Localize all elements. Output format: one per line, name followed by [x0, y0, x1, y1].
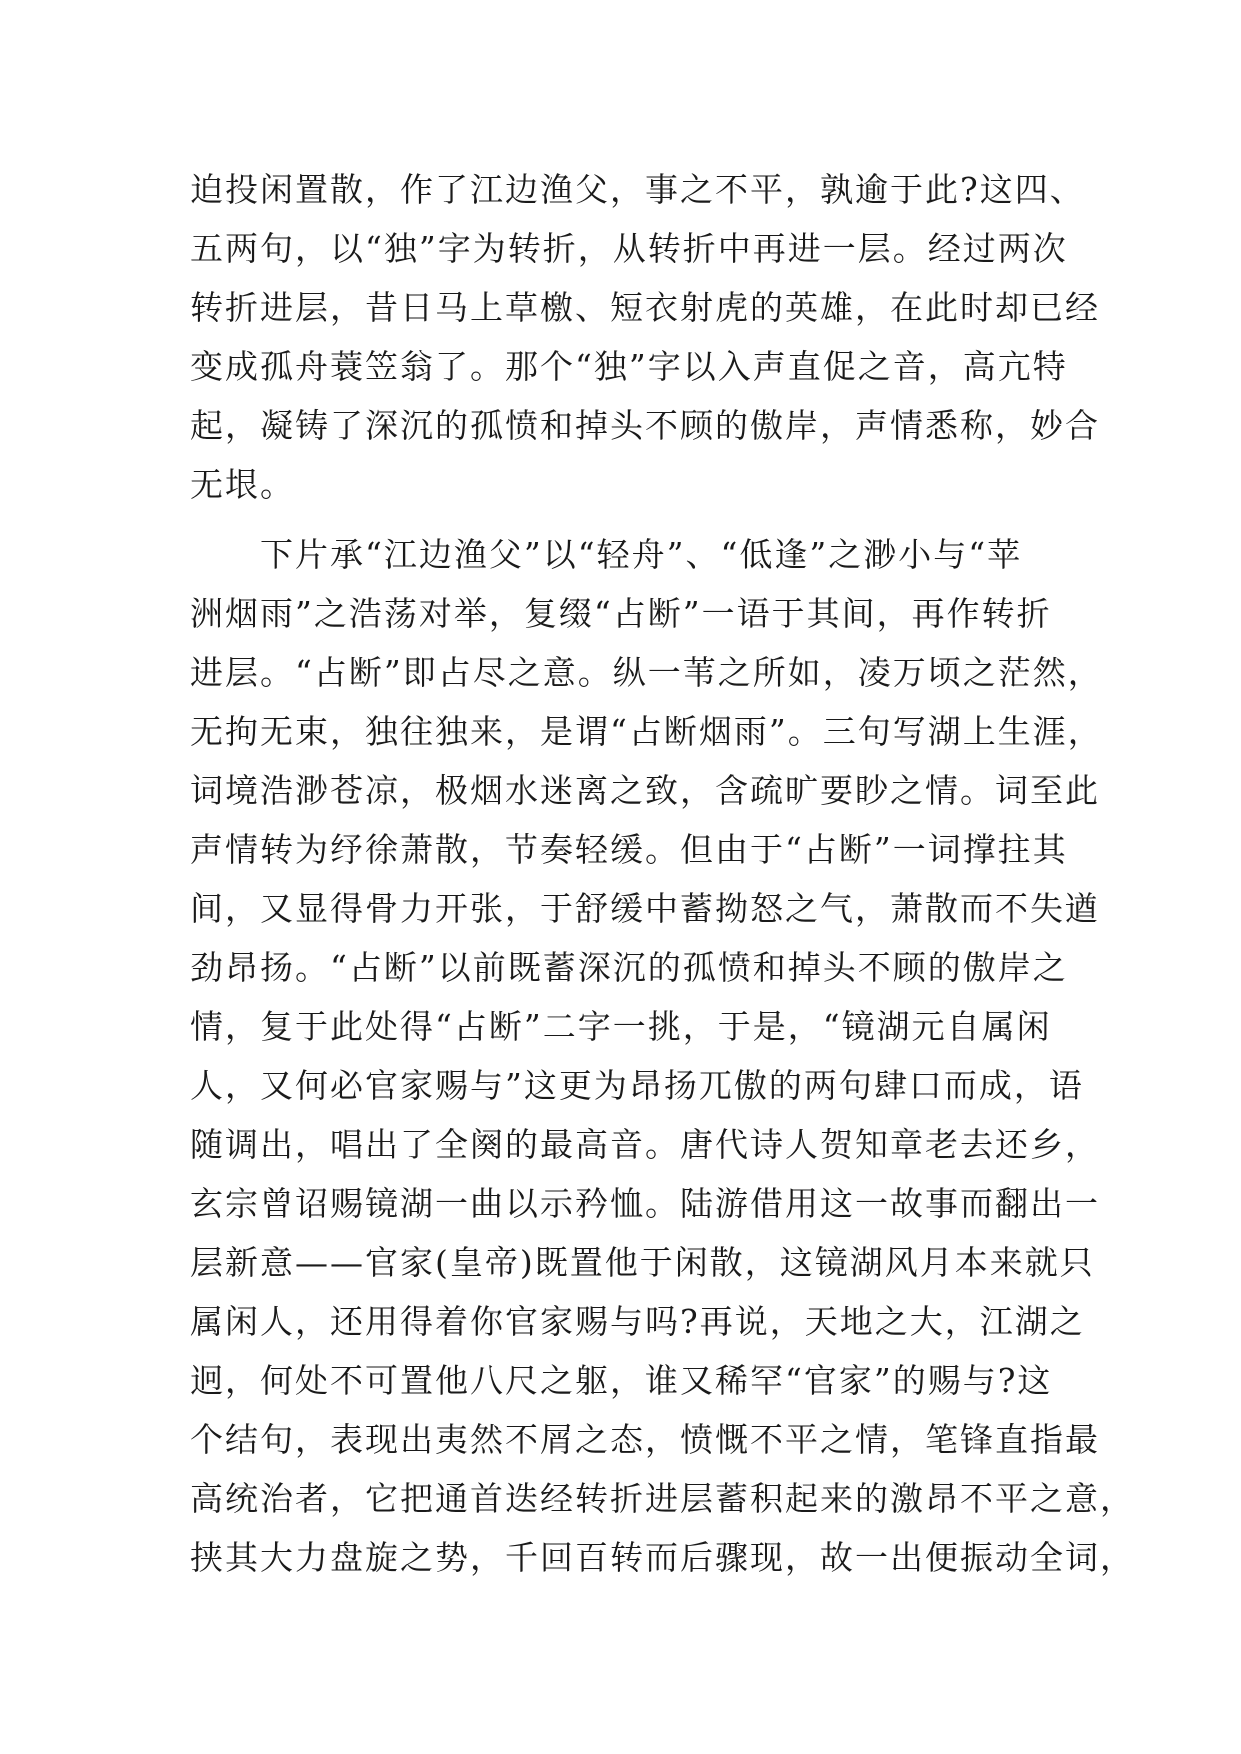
text-line: 下片承“江边渔父”以“轻舟”、“低逢”之渺小与“苹 — [190, 535, 1023, 574]
text-line: 随调出，唱出了全阕的最高音。唐代诗人贺知章老去还乡， — [190, 1125, 1100, 1164]
body-text — [190, 160, 1135, 1587]
text-line: 迥，何处不可置他八尺之躯，谁又稀罕“官家”的赐与?这 — [190, 1361, 1053, 1400]
text-line: 变成孤舟蓑笠翁了。那个“独”字以入声直促之音，高亢特 — [190, 347, 1068, 386]
text-line: 间，又显得骨力开张，于舒缓中蓄拗怒之气，萧散而不失遒 — [190, 889, 1100, 928]
text-line: 词境浩渺苍凉，极烟水迷离之致，含疏旷要眇之情。词至此 — [190, 771, 1100, 810]
text-line: 五两句，以“独”字为转折，从转折中再进一层。经过两次 — [190, 229, 1068, 268]
text-line: 劲昂扬。“占断”以前既蓄深沉的孤愤和掉头不顾的傲岸之 — [190, 948, 1068, 987]
text-line: 人，又何必官家赐与”这更为昂扬兀傲的两句肆口而成，语 — [190, 1066, 1084, 1105]
paragraph-gap — [190, 514, 1065, 525]
text-line: 起，凝铸了深沉的孤愤和掉头不顾的傲岸，声情悉称，妙合 — [190, 406, 1100, 445]
text-line: 情，复于此处得“占断”二字一挑，于是，“镜湖元自属闲 — [190, 1007, 1052, 1046]
text-line: 高统治者，它把通首迭经转折进层蓄积起来的激昂不平之意， — [190, 1479, 1135, 1518]
text-line: 挟其大力盘旋之势，千回百转而后骤现，故一出便振动全词， — [190, 1538, 1135, 1577]
text-line: 属闲人，还用得着你官家赐与吗?再说，天地之大，江湖之 — [190, 1302, 1085, 1341]
text-line: 声情转为纾徐萧散，节奏轻缓。但由于“占断”一词撑拄其 — [190, 830, 1068, 869]
text-line: 玄宗曾诏赐镜湖一曲以示矜恤。陆游借用这一故事而翻出一 — [190, 1184, 1100, 1223]
text-line: 转折进层，昔日马上草檄、短衣射虎的英雄，在此时却已经 — [190, 288, 1100, 327]
text-line: 无拘无束，独往独来，是谓“占断烟雨”。三句写湖上生涯， — [190, 712, 1103, 751]
text-line: 迫投闲置散，作了江边渔父，事之不平，孰逾于此?这四、 — [190, 170, 1085, 209]
text-line: 个结句，表现出夷然不屑之态，愤慨不平之情，笔锋直指最 — [190, 1420, 1100, 1459]
text-line: 无垠。 — [190, 465, 295, 504]
text-line: 进层。“占断”即占尽之意。纵一苇之所如，凌万顷之茫然， — [190, 653, 1103, 692]
text-line: 层新意——官家(皇帝)既置他于闲散，这镜湖风月本来就只 — [190, 1243, 1095, 1282]
text-line: 洲烟雨”之浩荡对举，复缀“占断”一语于其间，再作转折 — [190, 594, 1052, 633]
